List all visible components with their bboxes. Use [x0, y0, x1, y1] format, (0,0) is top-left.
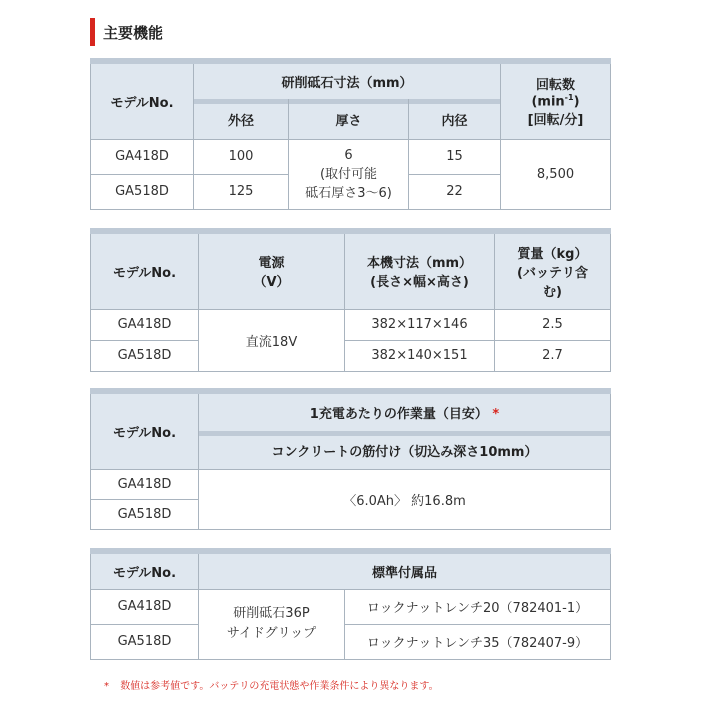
thickness-header: 厚さ [289, 99, 409, 139]
table-row [91, 139, 611, 174]
wrench-cell: ロックナットレンチ20（782401-1） [345, 589, 611, 624]
model-cell: GA418D [91, 139, 194, 174]
model-header: モデルNo. [91, 231, 199, 309]
accessories-header: 標準付属品 [199, 551, 611, 589]
model-cell: GA418D [91, 309, 199, 340]
model-header: モデルNo. [91, 391, 199, 469]
model-cell: GA518D [91, 340, 199, 371]
dimensions-cell: 382×117×146 [345, 309, 495, 340]
table-row [91, 469, 611, 499]
model-cell: GA518D [91, 174, 194, 209]
model-header: モデルNo. [91, 551, 199, 589]
outer-diameter-header: 外径 [194, 99, 289, 139]
power-header: 電源 （V） [199, 231, 345, 309]
table-row [91, 589, 611, 624]
dimensions-header: 本機寸法（mm） (長さ×幅×高さ) [345, 231, 495, 309]
dimensions-cell: 382×140×151 [345, 340, 495, 371]
disc-size-header: 研削砥石寸法（mm） [194, 61, 501, 99]
section-heading [90, 18, 163, 46]
heading-accent-bar [90, 18, 95, 46]
outer-diameter-cell: 125 [194, 174, 289, 209]
section-title: 主要機能 [103, 23, 164, 42]
outer-diameter-cell: 100 [194, 139, 289, 174]
rpm-cell: 8,500 [501, 139, 611, 209]
table-row [91, 340, 611, 371]
accessories-table [90, 548, 611, 660]
wrench-cell: ロックナットレンチ35（782407-9） [345, 624, 611, 659]
disc-spec-table [90, 58, 611, 210]
body-spec-table [90, 228, 611, 372]
mass-header: 質量（kg） (バッテリ含 む) [495, 231, 611, 309]
thickness-cell: 6 (取付可能 砥石厚さ3～6) [289, 139, 409, 209]
inner-diameter-cell: 15 [409, 139, 501, 174]
concrete-grooving-header: コンクリートの筋付け（切込み深さ10mm） [199, 431, 611, 469]
footnote-asterisk: * [104, 681, 109, 692]
footnote [104, 677, 439, 692]
footnote-text: 数値は参考値です。バッテリの充電状態や作業条件により異なります。 [120, 681, 439, 692]
work-value-cell: 〈6.0Ah〉 約16.8m [199, 469, 611, 529]
work-per-charge-header: 1充電あたりの作業量（目安） * [199, 391, 611, 431]
mass-cell: 2.7 [495, 340, 611, 371]
model-header: モデルNo. [91, 61, 194, 139]
common-accessories-cell: 研削砥石36P サイドグリップ [199, 589, 345, 659]
asterisk-mark: * [492, 406, 500, 422]
mass-cell: 2.5 [495, 309, 611, 340]
work-capacity-table [90, 388, 611, 530]
rpm-header: 回転数 $(\min^{-1})$ [回転/分] [501, 61, 611, 139]
model-cell: GA518D [91, 624, 199, 659]
model-cell: GA418D [91, 469, 199, 499]
model-cell: GA518D [91, 499, 199, 529]
model-cell: GA418D [91, 589, 199, 624]
table-row [91, 624, 611, 659]
power-cell: 直流18V [199, 309, 345, 371]
inner-diameter-cell: 22 [409, 174, 501, 209]
inner-diameter-header: 内径 [409, 99, 501, 139]
table-row [91, 309, 611, 340]
